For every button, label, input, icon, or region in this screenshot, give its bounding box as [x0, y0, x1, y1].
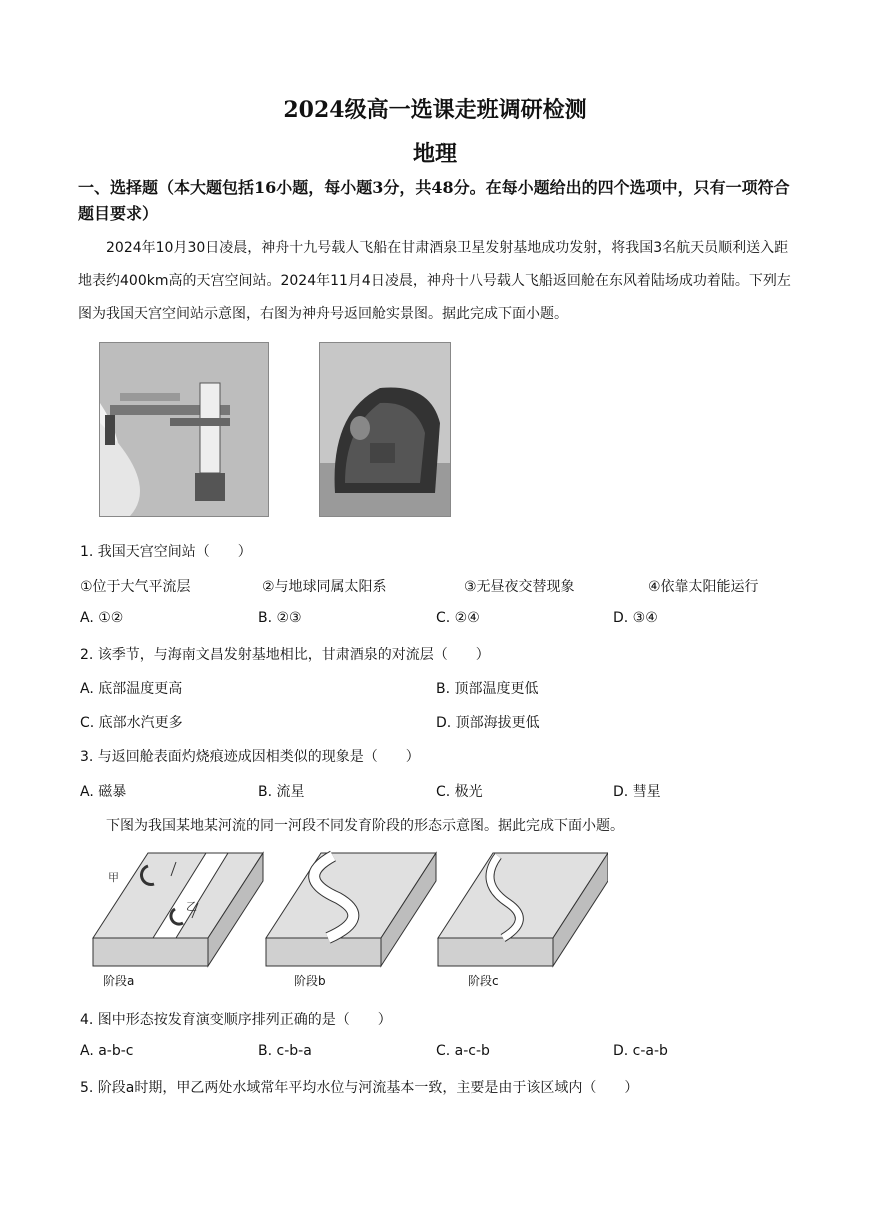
q1-statement-1: ①位于大气平流层 — [80, 579, 191, 595]
stage-a-label: 阶段a — [103, 974, 135, 988]
label-yi: 乙 — [186, 900, 197, 913]
question-1-stem: 1. 我国天宫空间站（ ） — [80, 544, 252, 560]
q2-option-c[interactable]: C. 底部水汽更多 — [80, 715, 183, 731]
stage-b-block — [266, 853, 436, 966]
page-title: 2024级高一选课走班调研检测 — [283, 97, 587, 123]
q3-option-a[interactable]: A. 磁暴 — [80, 784, 127, 800]
stage-c-label: 阶段c — [468, 974, 499, 988]
q4-option-b[interactable]: B. c-b-a — [258, 1043, 312, 1059]
q2-option-d[interactable]: D. 顶部海拔更低 — [436, 715, 540, 731]
question-2-stem: 2. 该季节，与海南文昌发射基地相比，甘肃酒泉的对流层（ ） — [80, 647, 490, 663]
q3-option-c[interactable]: C. 极光 — [436, 784, 483, 800]
stage-c-block — [438, 853, 608, 966]
q4-option-a[interactable]: A. a-b-c — [80, 1043, 134, 1059]
subject-title: 地理 — [412, 141, 457, 167]
question-5-stem: 5. 阶段a时期，甲乙两处水域常年平均水位与河流基本一致，主要是由于该区域内（ ） — [80, 1080, 639, 1096]
section-heading: 一、选择题（本大题包括16小题，每小题3分，共48分。在每小题给出的四个选项中，只有一项符合题目要求） — [78, 178, 790, 223]
q1-statement-4: ④依靠太阳能运行 — [648, 579, 759, 595]
return-capsule-image — [320, 343, 450, 516]
q1-statement-3: ③无昼夜交替现象 — [464, 579, 575, 595]
q3-option-b[interactable]: B. 流星 — [258, 784, 305, 800]
stage-a-block — [93, 853, 263, 966]
passage-1: 2024年10月30日凌晨，神舟十九号载人飞船在甘肃酒泉卫星发射基地成功发射，将我国3名航天员顺利送入距地表约400km高的天宫空间站。2024年11月4日凌晨，神舟十八号载人飞船返回舱在东风着陆场成功着陆。下列左图为我国天宫空间站示意图，右图为神舟号返回舱实景图。据此完成下面小题。 — [78, 240, 791, 322]
label-jia: 甲 — [108, 871, 119, 884]
space-station-photo — [99, 342, 269, 517]
river-stages-figure — [88, 848, 608, 993]
space-station-image — [100, 343, 268, 516]
q3-option-d[interactable]: D. 彗星 — [613, 784, 661, 800]
question-4-stem: 4. 图中形态按发育演变顺序排列正确的是（ ） — [80, 1012, 392, 1028]
q1-option-c[interactable]: C. ②④ — [436, 610, 480, 626]
return-capsule-photo — [319, 342, 451, 517]
q1-statement-2: ②与地球同属太阳系 — [262, 579, 387, 595]
q2-option-a[interactable]: A. 底部温度更高 — [80, 681, 183, 697]
q4-option-d[interactable]: D. c-a-b — [613, 1043, 668, 1059]
q1-option-d[interactable]: D. ③④ — [613, 610, 658, 626]
q1-option-a[interactable]: A. ①② — [80, 610, 124, 626]
q2-option-b[interactable]: B. 顶部温度更低 — [436, 681, 539, 697]
q1-option-b[interactable]: B. ②③ — [258, 610, 302, 626]
stage-b-label: 阶段b — [294, 974, 326, 988]
question-3-stem: 3. 与返回舱表面灼烧痕迹成因相类似的现象是（ ） — [80, 749, 420, 765]
q4-option-c[interactable]: C. a-c-b — [436, 1043, 490, 1059]
passage-2: 下图为我国某地某河流的同一河段不同发育阶段的形态示意图。据此完成下面小题。 — [106, 818, 624, 834]
